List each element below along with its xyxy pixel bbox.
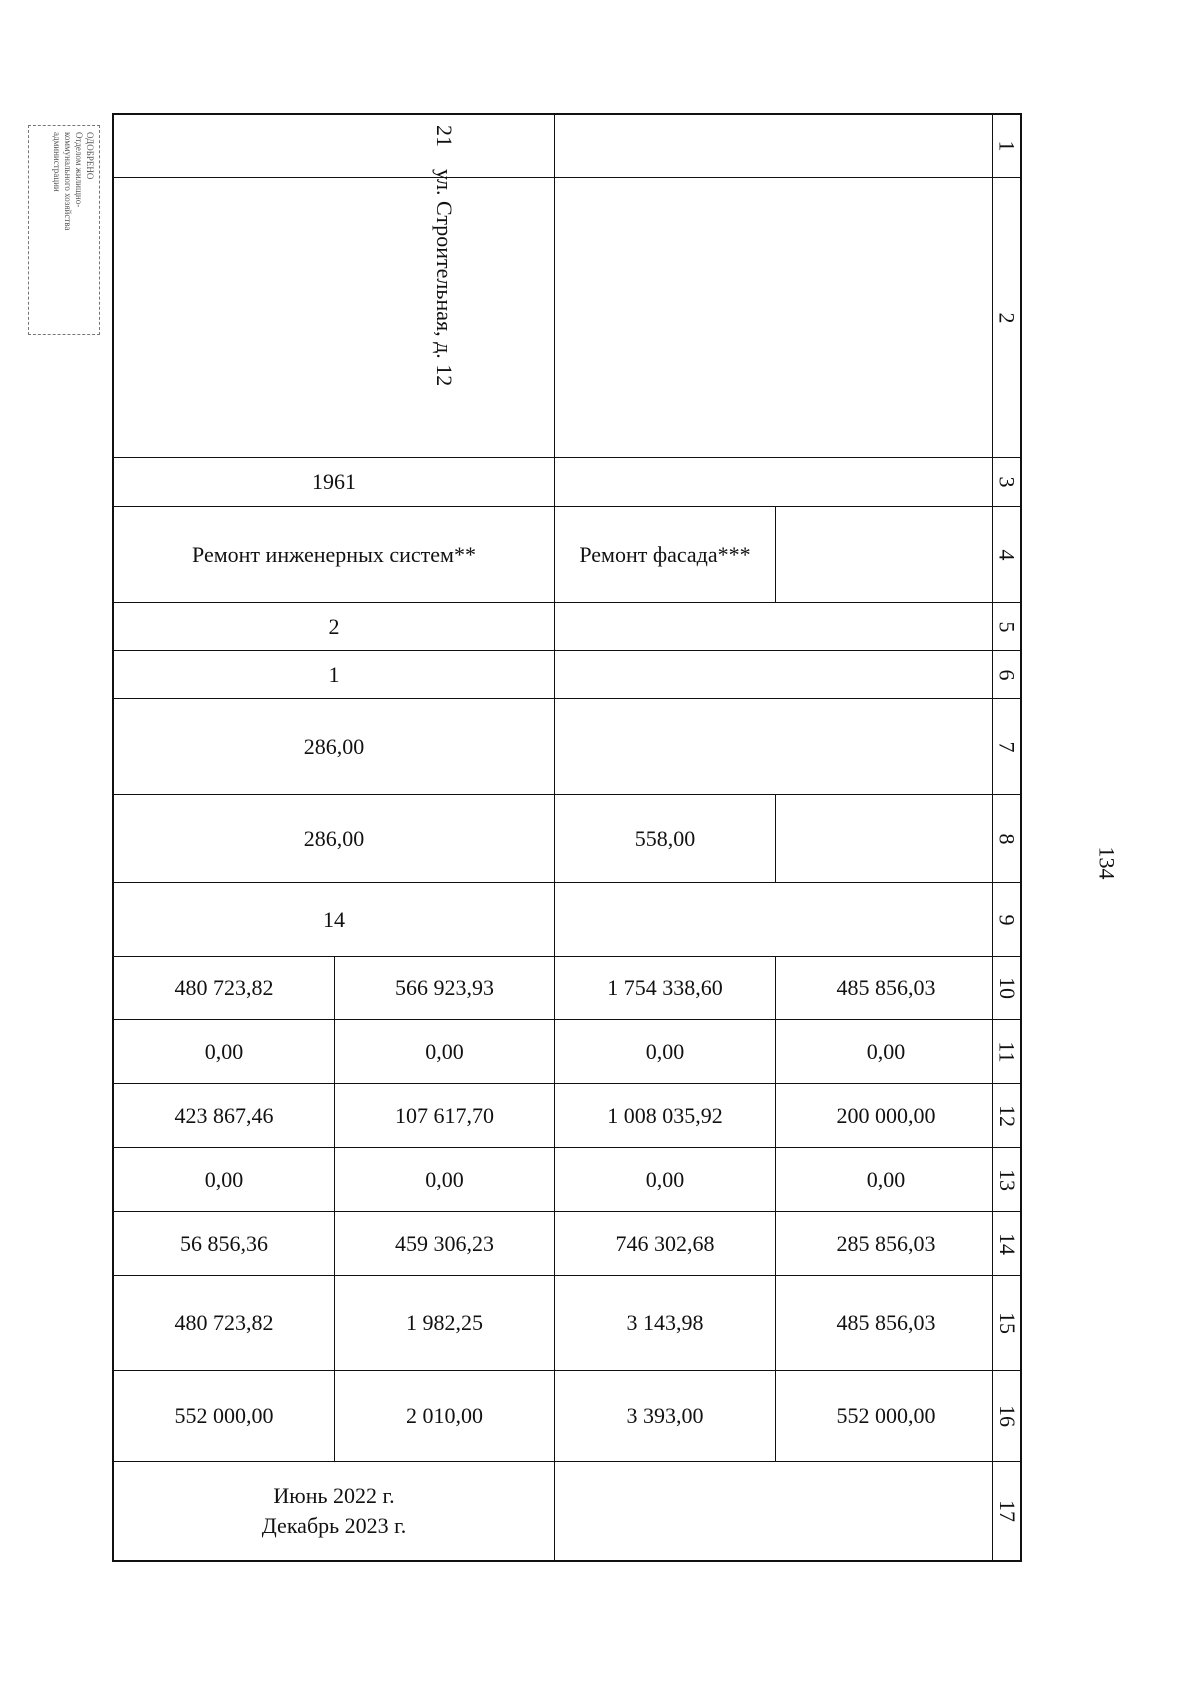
table-cell: 1 008 035,92 [554,1084,775,1147]
table-cell [554,1462,996,1560]
row-index: 16 [992,1371,1020,1461]
address-label [431,125,457,386]
table-cell [114,178,554,457]
address-street: ул. Строительная, д. 12 [432,169,457,387]
table-cell [554,603,996,650]
table-row [114,177,1020,457]
table-cell: 423 867,46 [174,1102,274,1128]
table-cell: 2 010,00 [334,1371,554,1461]
row-index: 17 [992,1462,1020,1560]
period-cell [114,1462,554,1560]
table-cell: 552 000,00 [174,1403,274,1428]
table-cell: 552 000,00 [775,1371,996,1461]
stamp-line: коммунального хозяйства [63,132,73,231]
table-cell: 480 723,82 [174,1310,274,1335]
stamp-line: ОДОБРЕНО [85,132,95,180]
document-table [112,113,1022,1562]
table-cell: 0,00 [775,1148,996,1211]
period-end: Декабрь 2023 г. [261,1513,407,1538]
table-cell [114,115,554,177]
table-cell: 14 [323,906,345,932]
address-number: 21 [432,125,457,147]
table-cell [554,458,996,506]
table-row [114,115,1020,177]
row-index: 10 [992,957,1020,1019]
table-cell: 286,00 [303,825,365,851]
table-cell: 0,00 [554,1020,775,1083]
table-cell: 0,00 [554,1148,775,1211]
table-cell: 0,00 [334,1020,554,1083]
table-row [114,650,1020,698]
table-cell: 3 143,98 [554,1276,775,1370]
table-cell: 56 856,36 [180,1230,268,1256]
row-index: 9 [992,883,1020,956]
row-index: 1 [992,115,1020,177]
table-row [114,1211,1020,1275]
row-index: 15 [992,1276,1020,1370]
row-index: 14 [992,1212,1020,1275]
work-type-cell: Ремонт инженерных систем** [192,541,476,567]
table-cell [554,651,996,698]
table-row [114,506,1020,602]
table-cell: 566 923,93 [334,957,554,1019]
table-row [114,698,1020,794]
table-row [114,1461,1020,1560]
row-index: 3 [992,458,1020,506]
table-row [114,457,1020,506]
table-row [114,956,1020,1019]
table-cell: 746 302,68 [554,1212,775,1275]
row-index: 8 [992,795,1020,882]
row-index: 12 [992,1084,1020,1147]
table-row [114,1370,1020,1461]
table-cell: 107 617,70 [334,1084,554,1147]
table-cell: 1 754 338,60 [554,957,775,1019]
stamp-text [51,132,95,328]
table-cell: 285 856,03 [775,1212,996,1275]
row-index: 11 [992,1020,1020,1083]
row-index: 13 [992,1148,1020,1211]
table-cell: 0,00 [204,1038,244,1064]
table-cell: 1 982,25 [334,1276,554,1370]
table-row [114,1019,1020,1083]
table-row [114,882,1020,956]
table-row [114,602,1020,650]
table-row [114,794,1020,882]
row-index: 7 [992,699,1020,794]
table-cell [554,178,996,457]
table-cell [775,795,996,882]
row-index: 6 [992,651,1020,698]
row-index: 4 [992,507,1020,602]
table-cell: 0,00 [204,1166,244,1192]
table-cell [554,699,996,794]
period-start: Июнь 2022 г. [273,1483,395,1508]
table-cell: 0,00 [775,1020,996,1083]
work-type-cell: Ремонт фасада*** [554,507,775,602]
table-cell: 480 723,82 [174,975,274,1000]
approval-stamp [28,125,100,335]
row-index: 5 [992,603,1020,650]
table-cell [554,115,996,177]
page-number: 134 [1094,846,1120,880]
stamp-line: администрации [52,132,62,192]
table-cell: 558,00 [554,795,775,882]
table-cell: 286,00 [303,733,365,759]
table-cell: 485 856,03 [775,1276,996,1370]
table-row [114,1147,1020,1211]
table-cell: 0,00 [334,1148,554,1211]
table-cell [554,883,996,956]
table-row [114,1083,1020,1147]
table-cell: 1 [328,661,340,687]
table-cell: 2 [328,613,340,639]
year-cell: 1961 [312,469,356,494]
stamp-line: Отделом жилищно- [74,132,84,208]
table-cell: 3 393,00 [554,1371,775,1461]
table-cell: 459 306,23 [334,1212,554,1275]
table-cell: 200 000,00 [775,1084,996,1147]
row-index: 2 [992,178,1020,457]
work-type-cell [775,507,996,602]
table-cell: 485 856,03 [775,957,996,1019]
table-row [114,1275,1020,1370]
